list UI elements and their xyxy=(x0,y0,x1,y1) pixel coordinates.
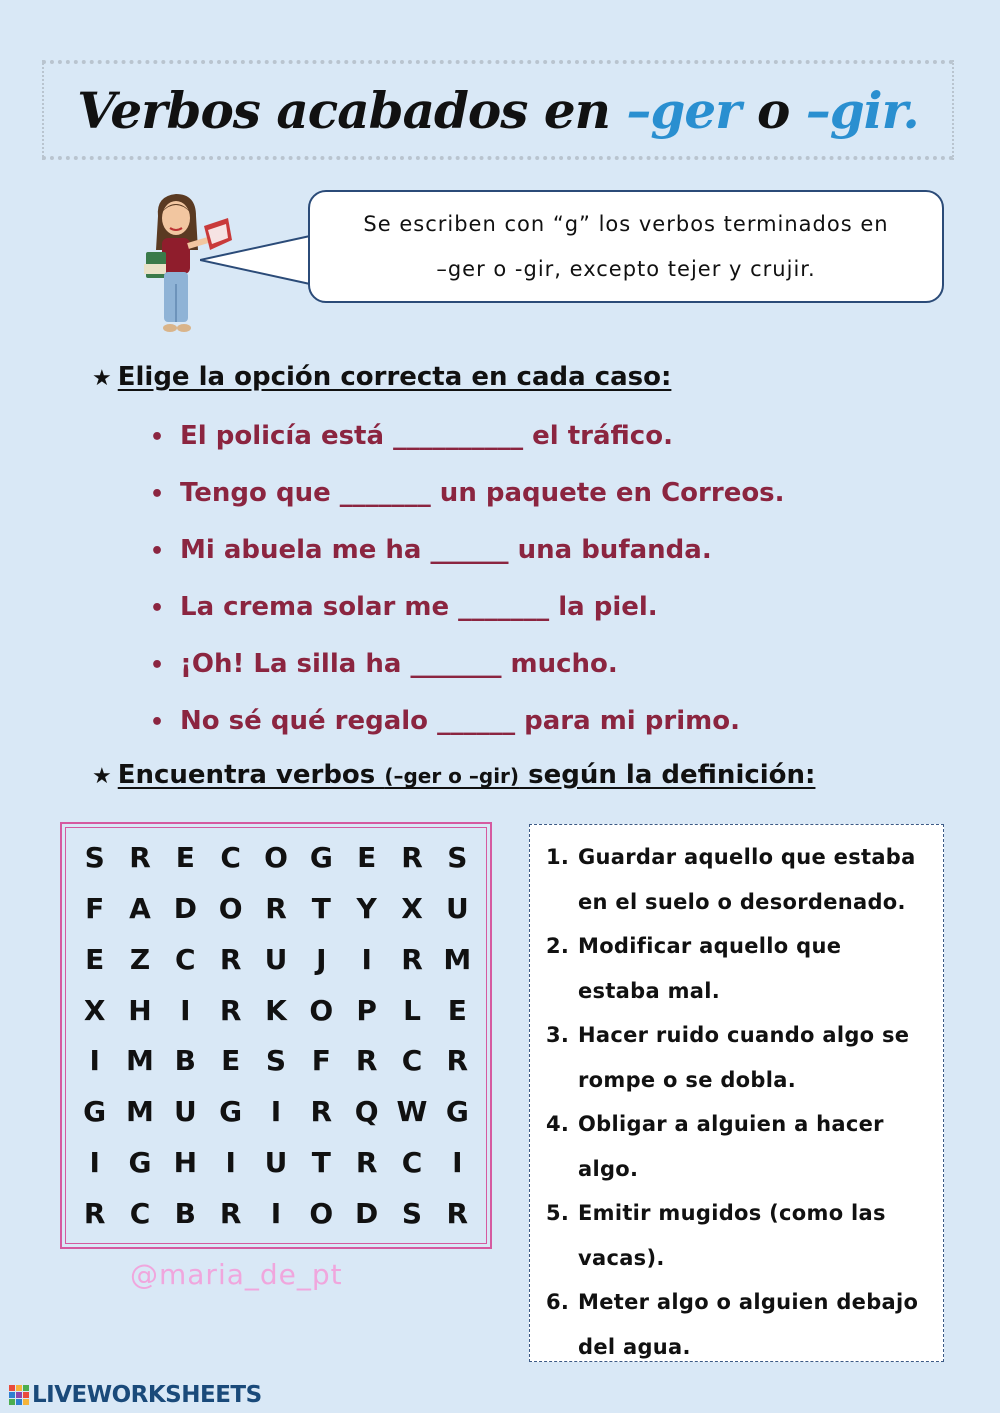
word-search-cell[interactable]: T xyxy=(311,1146,331,1180)
word-search-cell[interactable]: M xyxy=(443,942,472,976)
definitions-list xyxy=(546,835,935,1369)
exercise-item xyxy=(150,528,785,585)
word-search-cell[interactable]: F xyxy=(85,891,105,925)
word-search-cell[interactable]: R xyxy=(265,891,287,925)
exercise-text: Tengo que _______ un paquete en Correos. xyxy=(180,478,785,508)
word-search-cell[interactable]: O xyxy=(264,840,288,874)
definition-number: 3. xyxy=(546,1023,570,1047)
word-search-cell[interactable]: O xyxy=(309,993,334,1027)
word-search-cell[interactable]: I xyxy=(89,1044,100,1078)
word-search-cell[interactable]: H xyxy=(128,993,152,1027)
word-search-cell[interactable]: Y xyxy=(356,891,377,925)
word-search-cell[interactable]: I xyxy=(361,942,372,976)
definition-text xyxy=(578,1013,909,1102)
section-2-title-a: Encuentra verbos xyxy=(117,760,385,790)
word-search-cell[interactable]: C xyxy=(175,942,196,976)
word-search-cell[interactable]: U xyxy=(264,942,288,976)
definition-line: Guardar aquello que estaba xyxy=(578,845,916,869)
word-search-cell[interactable]: E xyxy=(175,840,195,874)
speech-bubble-tail xyxy=(200,232,312,288)
word-search-cell[interactable]: S xyxy=(447,840,468,874)
title-banner xyxy=(42,60,954,160)
title-period: . xyxy=(902,80,919,140)
definition-line: estaba mal. xyxy=(578,978,720,1003)
word-search-cell[interactable]: R xyxy=(219,1197,242,1231)
word-search-cell[interactable]: G xyxy=(219,1095,243,1129)
exercise-list xyxy=(150,414,785,756)
star-icon: ★ xyxy=(92,366,112,391)
definition-line: Meter algo o alguien debajo xyxy=(578,1290,919,1314)
word-search-cell[interactable]: E xyxy=(357,840,377,874)
word-search-cell[interactable]: M xyxy=(126,1095,154,1129)
word-search-cell[interactable]: B xyxy=(174,1044,196,1078)
exercise-item xyxy=(150,585,785,642)
word-search-cell[interactable]: R xyxy=(401,840,423,874)
word-search-cell[interactable]: B xyxy=(174,1197,196,1231)
definitions-box xyxy=(529,824,944,1362)
star-icon: ★ xyxy=(92,764,112,789)
page-title xyxy=(77,81,919,140)
word-search-cell[interactable]: O xyxy=(218,891,243,925)
footer-brand[interactable] xyxy=(8,1382,262,1408)
word-search-cell[interactable]: I xyxy=(180,993,191,1027)
word-search-cell[interactable]: S xyxy=(401,1197,423,1231)
exercise-text: Mi abuela me ha ______ una bufanda. xyxy=(180,535,712,565)
definition-item xyxy=(546,835,935,924)
word-search-cell[interactable]: R xyxy=(446,1197,469,1231)
bullet-icon: • xyxy=(150,539,165,564)
definition-line: rompe o se dobla. xyxy=(578,1067,796,1092)
word-search-cell[interactable]: E xyxy=(447,993,467,1027)
word-search-cell[interactable]: R xyxy=(219,942,242,976)
word-search-grid xyxy=(65,827,487,1244)
definition-number: 5. xyxy=(546,1201,570,1225)
word-search-cell[interactable]: J xyxy=(316,942,327,976)
definition-item xyxy=(546,1280,935,1369)
word-search-cell[interactable]: I xyxy=(452,1146,463,1180)
definition-line: del agua. xyxy=(578,1334,691,1359)
word-search-cell[interactable]: M xyxy=(126,1044,154,1078)
word-search-cell[interactable]: R xyxy=(446,1044,469,1078)
section-2-title-b: (–ger o –gir) xyxy=(384,764,520,788)
word-search-cell[interactable]: C xyxy=(401,1146,423,1180)
word-search-cell[interactable]: L xyxy=(403,993,421,1027)
word-search-cell[interactable]: S xyxy=(265,1044,287,1078)
word-search-cell[interactable]: U xyxy=(264,1146,288,1180)
section-2-heading xyxy=(92,760,815,790)
word-search-cell[interactable]: X xyxy=(83,993,106,1027)
word-search-cell[interactable]: C xyxy=(220,840,241,874)
word-search-cell[interactable]: U xyxy=(173,1095,197,1129)
word-search-cell[interactable]: G xyxy=(445,1095,469,1129)
word-search-cell[interactable]: R xyxy=(129,840,151,874)
tip-line-2: –ger o -gir, excepto tejer y crujir. xyxy=(436,256,816,281)
definition-text xyxy=(578,1191,886,1280)
definition-number: 2. xyxy=(546,934,570,958)
word-search-cell[interactable]: E xyxy=(221,1044,241,1078)
word-search-cell[interactable]: S xyxy=(84,840,105,874)
exercise-text: ¡Oh! La silla ha _______ mucho. xyxy=(180,649,618,679)
title-text: Verbos acabados en xyxy=(77,80,627,140)
bullet-icon: • xyxy=(150,596,165,621)
word-search-cell[interactable]: F xyxy=(311,1044,331,1078)
definition-line: Emitir mugidos (como las xyxy=(578,1201,886,1225)
definition-item xyxy=(546,1013,935,1102)
definition-number: 4. xyxy=(546,1112,570,1136)
title-o: o xyxy=(740,80,806,140)
title-ger: –ger xyxy=(626,80,741,140)
section-2-title-c: según la definición: xyxy=(519,760,816,790)
definition-item xyxy=(546,1191,935,1280)
bullet-icon: • xyxy=(150,425,165,450)
word-search-cell[interactable]: Q xyxy=(354,1095,379,1129)
exercise-item xyxy=(150,699,785,756)
definition-number: 1. xyxy=(546,845,570,869)
exercise-item xyxy=(150,471,785,528)
word-search-cell[interactable]: A xyxy=(129,891,151,925)
word-search-cell[interactable]: H xyxy=(173,1146,198,1180)
definition-line: en el suelo o desordenado. xyxy=(578,889,906,914)
definition-item xyxy=(546,924,935,1013)
word-search-cell[interactable]: R xyxy=(83,1197,106,1231)
word-search-cell[interactable]: R xyxy=(355,1044,378,1078)
author-handle: @maria_de_pt xyxy=(130,1258,343,1291)
bullet-icon: • xyxy=(150,653,165,678)
word-search-cell[interactable]: K xyxy=(265,993,287,1027)
word-search-cell[interactable]: U xyxy=(445,891,469,925)
exercise-text: La crema solar me _______ la piel. xyxy=(180,592,658,622)
word-search-cell[interactable]: G xyxy=(83,1095,107,1129)
word-search-cell[interactable]: T xyxy=(311,891,331,925)
definition-text xyxy=(578,924,841,1013)
word-search-cell[interactable]: I xyxy=(270,1197,282,1231)
word-search-cell[interactable]: D xyxy=(173,891,197,925)
word-search-cell[interactable]: R xyxy=(310,1095,333,1129)
word-search-cell[interactable]: D xyxy=(355,1197,379,1231)
word-search-cell[interactable]: R xyxy=(355,1146,378,1180)
word-search-cell[interactable]: X xyxy=(401,891,423,925)
section-1-title: Elige la opción correcta en cada caso: xyxy=(117,362,672,392)
liveworksheets-logo-icon xyxy=(8,1384,30,1406)
definition-text xyxy=(578,1280,918,1369)
bullet-icon: • xyxy=(150,710,165,735)
word-search-cell[interactable]: C xyxy=(129,1197,151,1231)
word-search-cell[interactable]: O xyxy=(309,1197,334,1231)
definition-line: algo. xyxy=(578,1156,639,1181)
definition-line: Hacer ruido cuando algo se xyxy=(578,1023,910,1047)
word-search-cell[interactable]: R xyxy=(219,993,242,1027)
word-search-cell[interactable]: R xyxy=(401,942,423,976)
word-search-cell[interactable]: I xyxy=(89,1146,100,1180)
exercise-item xyxy=(150,642,785,699)
footer-brand-text: LIVEWORKSHEETS xyxy=(32,1382,262,1408)
definition-number: 6. xyxy=(546,1290,570,1314)
word-search-cell[interactable]: C xyxy=(401,1044,423,1078)
word-search-cell[interactable]: P xyxy=(356,993,377,1027)
tip-line-1: Se escriben con “g” los verbos terminados en xyxy=(363,211,889,236)
title-gir: –gir xyxy=(805,80,903,140)
bullet-icon: • xyxy=(150,482,165,507)
exercise-text: No sé qué regalo ______ para mi primo. xyxy=(180,706,740,736)
word-search-cell[interactable]: E xyxy=(85,942,105,976)
definition-text xyxy=(578,835,916,924)
word-search-cell[interactable]: G xyxy=(309,840,333,874)
definition-text xyxy=(578,1102,884,1191)
section-1-heading xyxy=(92,362,671,392)
exercise-text: El policía está __________ el tráfico. xyxy=(180,421,673,451)
word-search-cell[interactable]: I xyxy=(270,1095,282,1129)
exercise-item xyxy=(150,414,785,471)
word-search xyxy=(60,822,492,1249)
definition-line: Obligar a alguien a hacer xyxy=(578,1112,884,1136)
definition-line: vacas). xyxy=(578,1245,665,1270)
definition-item xyxy=(546,1102,935,1191)
word-search-cell[interactable]: W xyxy=(396,1095,428,1129)
definition-line: Modificar aquello que xyxy=(578,934,842,958)
word-search-cell[interactable]: Z xyxy=(129,942,151,976)
speech-bubble xyxy=(308,190,944,303)
word-search-cell[interactable]: I xyxy=(225,1146,236,1180)
word-search-cell[interactable]: G xyxy=(128,1146,152,1180)
